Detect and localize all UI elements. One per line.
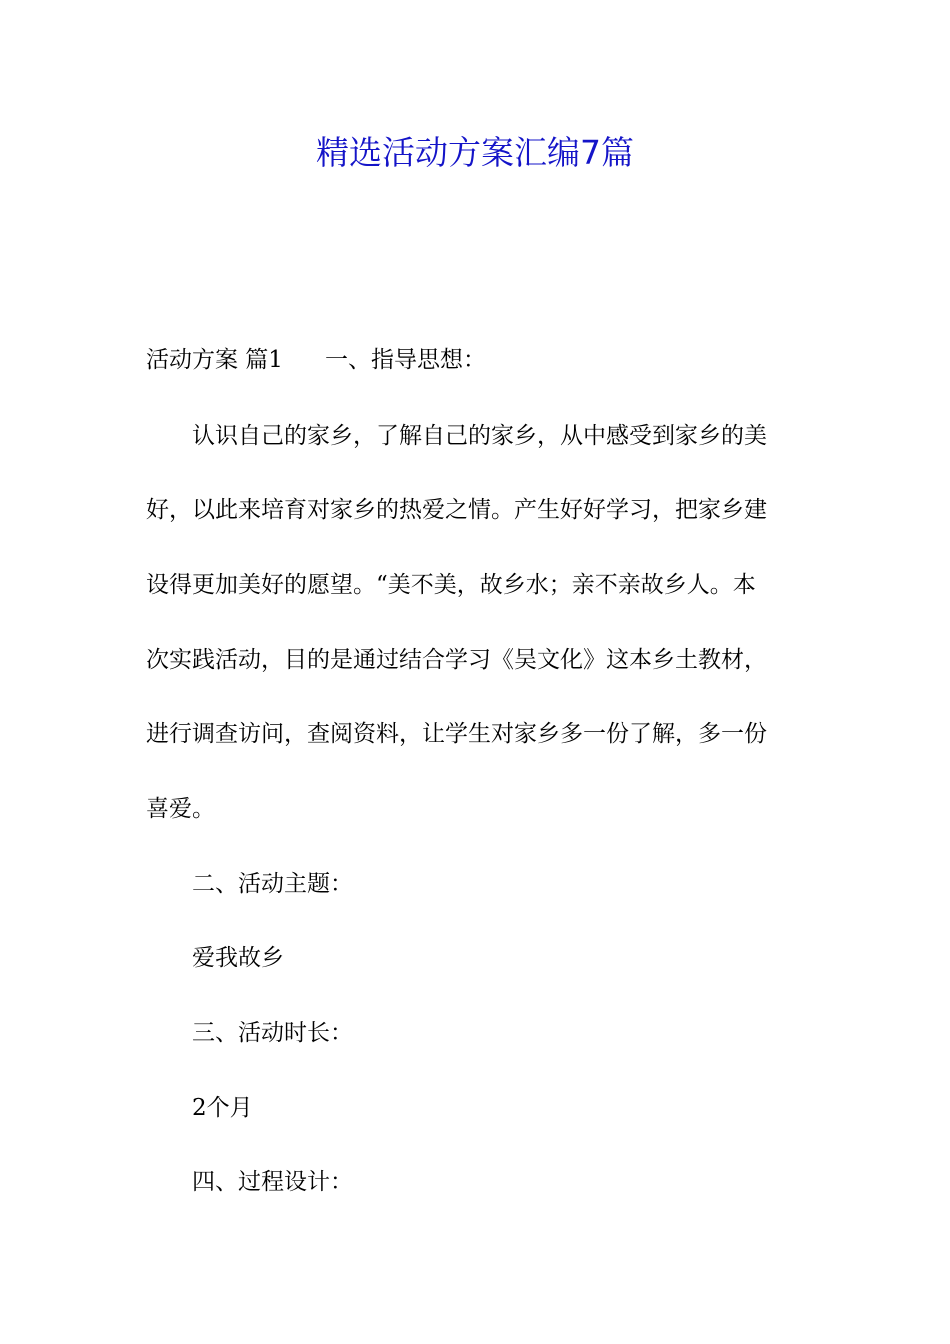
header-line (146, 344, 486, 376)
paragraph1-line: 进行调查访问，查阅资料，让学生对家乡多一份了解，多一份 (146, 721, 767, 747)
article-label: 活动方案 篇1 (146, 347, 283, 373)
section2-body: 爱我故乡 (192, 945, 284, 971)
section4-heading: 四、过程设计： (192, 1169, 353, 1195)
section1-heading: 一、指导思想： (324, 347, 486, 373)
paragraph1-line: 喜爱。 (146, 796, 215, 822)
paragraph1-line: 好，以此来培育对家乡的热爱之情。产生好好学习，把家乡建 (146, 497, 767, 523)
paragraph1-line: 次实践活动，目的是通过结合学习《吴文化》这本乡土教材， (146, 647, 767, 673)
paragraph1-line: 设得更加美好的愿望。“美不美，故乡水；亲不亲故乡人。本 (146, 572, 756, 598)
section3-heading: 三、活动时长： (192, 1020, 353, 1046)
paragraph1-line: 认识自己的家乡，了解自己的家乡，从中感受到家乡的美 (192, 423, 767, 449)
section3-body: 2个月 (192, 1095, 253, 1121)
section2-heading: 二、活动主题： (192, 871, 353, 897)
document-title: 精选活动方案汇编7篇 (316, 133, 634, 172)
